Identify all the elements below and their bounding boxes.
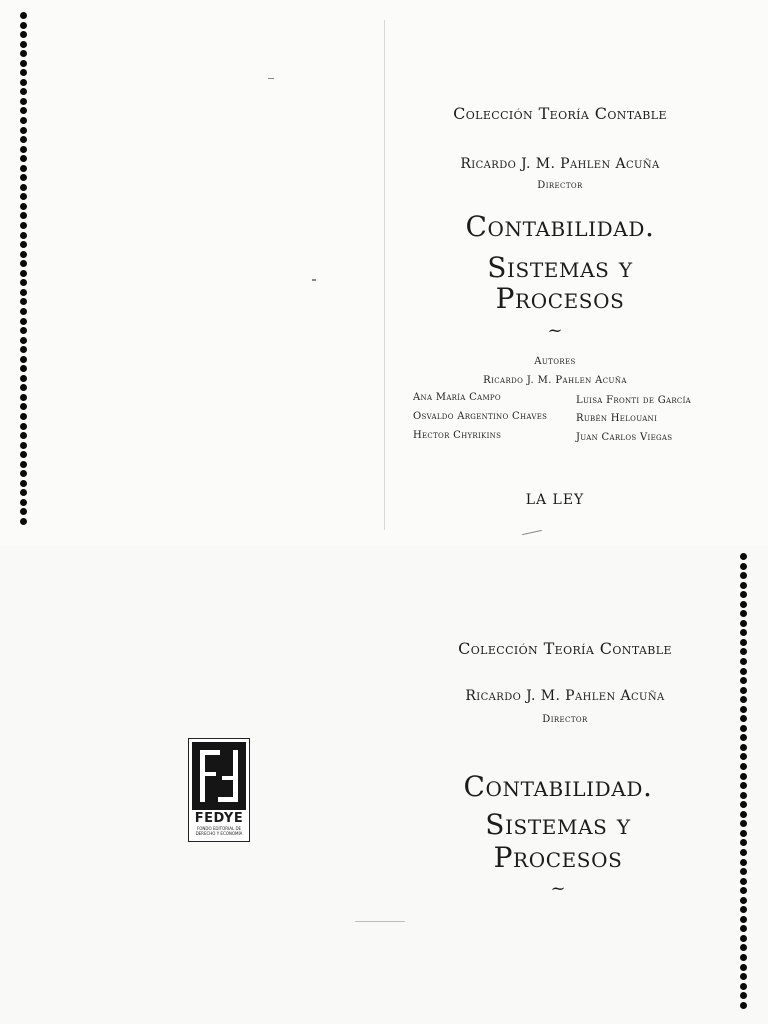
spiral-hole: [740, 782, 747, 789]
spiral-hole: [740, 897, 747, 904]
spiral-hole: [20, 480, 27, 487]
spiral-hole: [20, 308, 27, 315]
spiral-hole: [740, 610, 747, 617]
spiral-hole: [740, 658, 747, 665]
spiral-hole: [20, 337, 27, 344]
author-right-2: Rubén Helouani: [576, 413, 658, 424]
spiral-hole: [20, 279, 27, 286]
spiral-hole: [20, 79, 27, 86]
director-label: Director: [537, 180, 583, 191]
spiral-hole: [740, 773, 747, 780]
spiral-hole: [20, 232, 27, 239]
director-name: Ricardo J. M. Pahlen Acuña: [460, 156, 660, 172]
page-fold-line: [384, 20, 385, 530]
spiral-hole: [740, 668, 747, 675]
spiral-hole: [20, 518, 27, 525]
spiral-hole: [20, 107, 27, 114]
spiral-hole: [20, 136, 27, 143]
spiral-hole: [20, 12, 27, 19]
spiral-hole: [20, 403, 27, 410]
logo-name: FEDYE: [194, 811, 244, 826]
scan-speck: [355, 921, 405, 922]
spiral-hole: [740, 878, 747, 885]
spiral-hole: [20, 69, 27, 76]
book-title-line-1: Contabilidad.: [465, 210, 655, 243]
spiral-hole: [740, 792, 747, 799]
spiral-hole: [20, 365, 27, 372]
spiral-hole: [740, 620, 747, 627]
spiral-hole: [740, 734, 747, 741]
spiral-hole: [740, 983, 747, 990]
spiral-hole: [740, 687, 747, 694]
bottom-page: [0, 545, 768, 1024]
author-right-3: Juan Carlos Viegas: [576, 432, 673, 443]
author-right-1: Luisa Fronti de García: [576, 395, 692, 406]
spiral-hole: [20, 289, 27, 296]
spiral-hole: [20, 432, 27, 439]
logo-subtitle: FONDO EDITORIAL DE DERECHO Y ECONOMÍA: [195, 826, 243, 836]
fedye-logo: [188, 738, 250, 842]
spiral-hole: [740, 954, 747, 961]
spiral-hole: [20, 98, 27, 105]
spiral-hole: [20, 413, 27, 420]
spiral-hole: [740, 916, 747, 923]
spiral-hole: [740, 887, 747, 894]
spiral-hole: [20, 451, 27, 458]
spiral-hole: [740, 811, 747, 818]
spiral-hole: [20, 489, 27, 496]
ornament-icon: ~: [550, 878, 566, 899]
book-title-line-2: Sistemas y: [487, 251, 633, 284]
spiral-hole: [20, 327, 27, 334]
lead-author: Ricardo J. M. Pahlen Acuña: [483, 375, 627, 386]
spiral-hole: [20, 260, 27, 267]
book-title-line-2: Sistemas y: [485, 808, 631, 841]
spiral-hole: [20, 222, 27, 229]
spiral-hole: [740, 801, 747, 808]
spiral-hole: [740, 849, 747, 856]
spiral-hole: [740, 992, 747, 999]
spiral-hole: [20, 60, 27, 67]
spiral-hole: [20, 184, 27, 191]
spiral-hole: [740, 868, 747, 875]
spiral-binding-right: [740, 553, 747, 1009]
spiral-hole: [740, 753, 747, 760]
spiral-hole: [740, 601, 747, 608]
spiral-hole: [20, 461, 27, 468]
spiral-hole: [20, 375, 27, 382]
spiral-hole: [20, 394, 27, 401]
author-left-3: Hector Chyrikins: [413, 430, 502, 441]
spiral-hole: [20, 318, 27, 325]
spiral-hole: [20, 165, 27, 172]
director-name: Ricardo J. M. Pahlen Acuña: [465, 688, 665, 704]
spiral-hole: [20, 346, 27, 353]
spiral-hole: [740, 859, 747, 866]
book-title-line-1: Contabilidad.: [463, 770, 653, 803]
spiral-hole: [740, 763, 747, 770]
author-left-1: Ana María Campo: [413, 392, 501, 403]
spiral-hole: [740, 925, 747, 932]
spiral-hole: [740, 935, 747, 942]
spiral-hole: [740, 572, 747, 579]
scan-speck: [268, 78, 274, 79]
spiral-hole: [20, 127, 27, 134]
spiral-hole: [740, 563, 747, 570]
book-title-line-3: Procesos: [493, 841, 623, 874]
spiral-hole: [20, 41, 27, 48]
spiral-hole: [20, 508, 27, 515]
authors-label: Autores: [534, 356, 576, 367]
scan-mark: [522, 530, 542, 535]
spiral-hole: [740, 820, 747, 827]
spiral-hole: [20, 146, 27, 153]
spiral-hole: [20, 22, 27, 29]
spiral-hole: [740, 830, 747, 837]
spiral-hole: [20, 384, 27, 391]
publisher-name: LA LEY: [525, 492, 585, 508]
spiral-hole: [20, 499, 27, 506]
collection-title: Colección Teoría Contable: [453, 104, 667, 123]
spiral-hole: [740, 725, 747, 732]
spiral-hole: [20, 270, 27, 277]
scan-speck: [312, 279, 316, 281]
collection-title: Colección Teoría Contable: [458, 639, 672, 658]
spiral-hole: [20, 241, 27, 248]
spiral-hole: [740, 553, 747, 560]
spiral-hole: [20, 251, 27, 258]
spiral-hole: [740, 696, 747, 703]
spiral-hole: [740, 944, 747, 951]
spiral-hole: [740, 706, 747, 713]
spiral-hole: [20, 442, 27, 449]
spiral-hole: [740, 964, 747, 971]
spiral-hole: [20, 356, 27, 363]
spiral-hole: [740, 744, 747, 751]
spiral-hole: [20, 88, 27, 95]
spiral-hole: [740, 629, 747, 636]
spiral-hole: [740, 839, 747, 846]
spiral-hole: [20, 203, 27, 210]
spiral-hole: [740, 582, 747, 589]
spiral-hole: [20, 155, 27, 162]
spiral-hole: [740, 591, 747, 598]
spiral-hole: [20, 193, 27, 200]
fedye-logo-icon: [192, 742, 246, 810]
spiral-hole: [20, 50, 27, 57]
spiral-hole: [740, 973, 747, 980]
author-left-2: Osvaldo Argentino Chaves: [413, 411, 548, 422]
spiral-hole: [20, 117, 27, 124]
spiral-binding-left: [20, 12, 27, 525]
spiral-hole: [740, 677, 747, 684]
spiral-hole: [20, 423, 27, 430]
spiral-hole: [740, 1002, 747, 1009]
spiral-hole: [20, 298, 27, 305]
director-label: Director: [542, 714, 588, 725]
book-title-line-3: Procesos: [495, 282, 625, 315]
ornament-icon: ~: [547, 320, 563, 341]
spiral-hole: [740, 906, 747, 913]
spiral-hole: [20, 174, 27, 181]
spiral-hole: [20, 212, 27, 219]
spiral-hole: [20, 470, 27, 477]
spiral-hole: [20, 31, 27, 38]
spiral-hole: [740, 715, 747, 722]
spiral-hole: [740, 639, 747, 646]
spiral-hole: [740, 648, 747, 655]
